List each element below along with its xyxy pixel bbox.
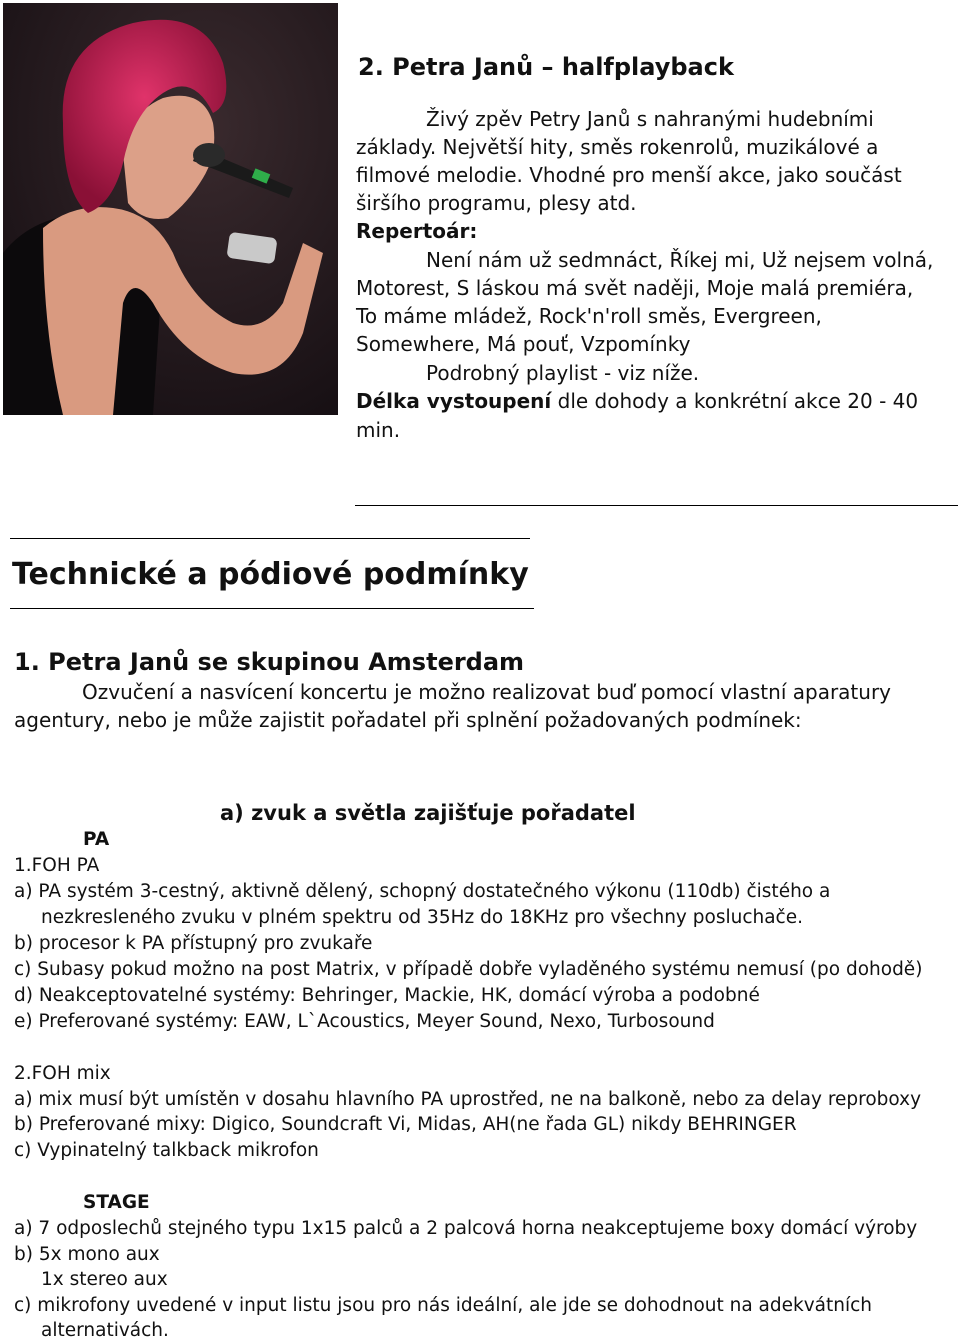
playlist-note: Podrobný playlist - viz níže. [426, 361, 700, 385]
foh-mix-item: b) Preferované mixy: Digico, Soundcraft Vi, Midas, AH(ne řada GL) nikdy BEHRINGER [14, 1114, 797, 1135]
delka-label: Délka vystoupení [356, 389, 552, 413]
foh-pa-item: nezkresleného zvuku v plném spektru od 35Hz do 18KHz pro všechny posluchače. [41, 907, 803, 928]
stage-item: alternativách. [41, 1320, 169, 1341]
intro-desc-line: filmové melodie. Vhodné pro menší akce, jako součást [356, 163, 902, 187]
singer-photo-icon [3, 3, 338, 415]
repertoar-line: To máme mládež, Rock'n'roll směs, Evergreen, [356, 304, 822, 328]
foh-mix-item: a) mix musí být umístěn v dosahu hlavního PA uprostřed, ne na balkoně, nebo za delay reproboxy [14, 1089, 922, 1110]
repertoar-line: Motorest, S láskou má svět naději, Moje malá premiéra, [356, 276, 914, 300]
intro-heading: 2. Petra Janů – halfplayback [358, 53, 734, 81]
repertoar-line: Není nám už sedmnáct, Říkej mi, Už nejsem volná, [426, 248, 934, 272]
delka-text: dle dohody a konkrétní akce 20 - 40 [551, 389, 919, 413]
delka-row [356, 387, 918, 415]
foh-pa-item: d) Neakceptovatelné systémy: Behringer, Mackie, HK, domácí výroba a podobné [14, 985, 760, 1006]
foh-pa-item: c) Subasy pokud možno na post Matrix, v případě dobře vyladěného systému nemusí (po dohodě) [14, 959, 923, 980]
intro-desc-line: širšího programu, plesy atd. [356, 191, 637, 215]
foh-pa-item: b) procesor k PA přístupný pro zvukaře [14, 933, 373, 954]
stage-item: b) 5x mono aux [14, 1244, 160, 1265]
foh-mix-heading: 2.FOH mix [14, 1063, 111, 1084]
section-paragraph-line: Ozvučení a nasvícení koncertu je možno realizovat buď pomocí vlastní aparatury [82, 680, 892, 704]
divider-rule [355, 505, 958, 506]
delka-text-cont: min. [356, 418, 401, 442]
foh-mix-item: c) Vypinatelný talkback mikrofon [14, 1140, 319, 1161]
section-subtitle: 1. Petra Janů se skupinou Amsterdam [14, 648, 525, 676]
divider-rule [10, 538, 530, 539]
intro-desc-line: základy. Největší hity, směs rokenrolů, muzikálové a [356, 135, 879, 159]
stage-label: STAGE [83, 1192, 150, 1213]
stage-item: a) 7 odposlechů stejného typu 1x15 palců a 2 palcová horna neakceptujeme boxy domácí výroby [14, 1218, 918, 1239]
intro-desc-line: Živý zpěv Petry Janů s nahranými hudebními [426, 107, 874, 131]
section-title: Technické a pódiové podmínky [12, 557, 529, 592]
variant-a-heading: a) zvuk a světla zajišťuje pořadatel [220, 801, 636, 825]
repertoar-label: Repertoár: [356, 219, 478, 243]
stage-item: c) mikrofony uvedené v input listu jsou pro nás ideální, ale jde se dohodnout na adekvátních [14, 1295, 873, 1316]
section-paragraph-line: agentury, nebo je může zajistit pořadatel při splnění požadovaných podmínek: [14, 708, 802, 732]
singer-photo [3, 3, 338, 415]
pa-label: PA [83, 829, 110, 850]
divider-rule [10, 608, 534, 609]
foh-pa-item: e) Preferované systémy: EAW, L`Acoustics, Meyer Sound, Nexo, Turbosound [14, 1011, 715, 1032]
stage-item: 1x stereo aux [41, 1269, 168, 1290]
repertoar-line: Somewhere, Má pouť, Vzpomínky [356, 332, 691, 356]
foh-pa-heading: 1.FOH PA [14, 855, 100, 876]
foh-pa-item: a) PA systém 3-cestný, aktivně dělený, schopný dostatečného výkonu (110db) čistého a [14, 881, 831, 902]
